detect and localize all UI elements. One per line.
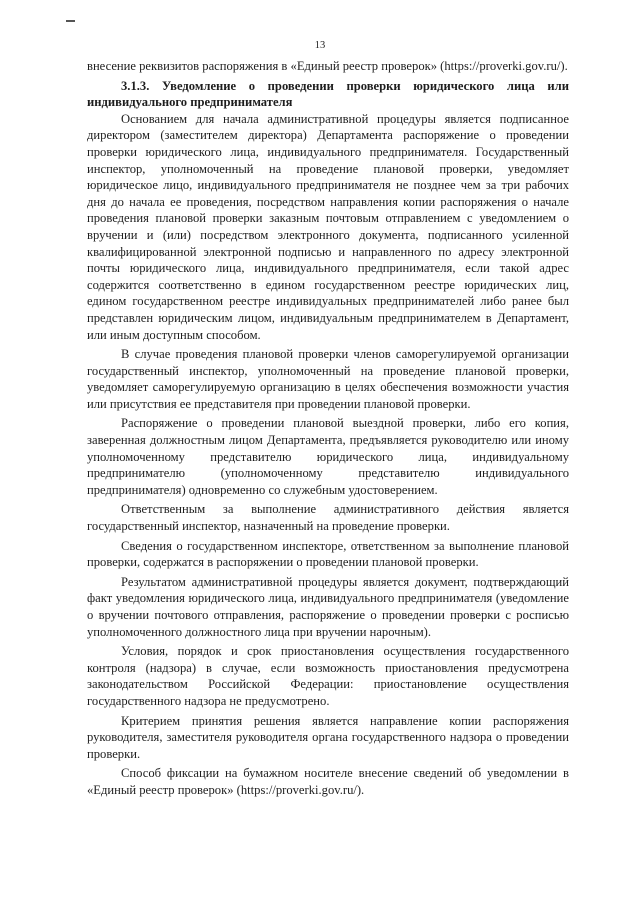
paragraph: Критерием принятия решения является направление копии распоряжения руководителя, заместителя руководителя органа государственного надзора о проведении проверки. xyxy=(87,713,569,761)
paragraph: Способ фиксации на бумажном носителе внесение сведений об уведомлении в «Единый реестр проверок» (https://proverki.gov.ru/). xyxy=(87,766,569,797)
paragraph: В случае проведения плановой проверки членов саморегулируемой организации государственный инспектор, уполномоченный на проведение плановой проверки, уведомляет саморегулируемую организацию в целях обеспечения возможности участия или присутствия ее представителя при проведении плановой проверки. xyxy=(87,347,569,411)
section-heading: 3.1.3. Уведомление о проведении проверки юридического лица или индивидуального предпринимателя xyxy=(87,78,569,110)
paragraph: Основанием для начала административной процедуры является подписанное директором (заместителем директора) Департамента распоряжение о проведении проверки юридического лица, индивидуального предпринимателя. Государственный инспектор, уполномоченный на проведение плановой проверки, уведомляет юридическое лицо, индивидуального предпринимателя не позднее чем за три рабочих дня до начала ее проведения, посредством направления копии распоряжения о начале проведения плановой проверки заказным почтовым отправлением с уведомлением о вручении и (или) посредством электронного документа, подписанного усиленной квалифицированной электронной подписью и направленного по адресу электронной почты юридического лица, индивидуального предпринимателя, если такой адрес содержится соответственно в едином государственном реестре юридических лиц, едином государственном реестре индивидуальных предпринимателей либо ранее был представлен юридическим лицом, индивидуальным предпринимателем в Департамент, или иным доступным способом. xyxy=(87,111,569,342)
paragraph: Ответственным за выполнение административного действия является государственный инспектор, назначенный на проведение проверки. xyxy=(87,502,569,534)
paragraph-continuation: внесение реквизитов распоряжения в «Единый реестр проверок» (https://proverki.gov.ru/). xyxy=(87,59,568,73)
paragraph: Сведения о государственном инспекторе, ответственном за выполнение плановой проверки, содержатся в распоряжении о проведении плановой проверки. xyxy=(87,538,569,570)
page-number: 13 xyxy=(314,40,326,51)
scan-mark xyxy=(66,20,75,22)
paragraph: Распоряжение о проведении плановой выездной проверки, либо его копия, заверенная должностным лицом Департамента, предъявляется руководителю или иному уполномоченному представителю юридического лица, индивидуальному предпринимателю (уполномоченному представителю индивидуального предпринимателя) одновременно со служебным удостоверением. xyxy=(87,416,569,497)
paragraph: Условия, порядок и срок приостановления осуществления государственного контроля (надзора) в случае, если возможность приостановления предусмотрена законодательством Российской Федерации: приостановление осуществления государственного надзора не предусмотрено. xyxy=(87,644,569,708)
document-body xyxy=(87,58,569,799)
paragraph: Результатом административной процедуры является документ, подтверждающий факт уведомления юридического лица, индивидуального предпринимателя (уведомление о вручении почтового отправления, распоряжение о проведении проверки с росписью уполномоченного должностного лица при вручении нарочным). xyxy=(87,574,569,639)
